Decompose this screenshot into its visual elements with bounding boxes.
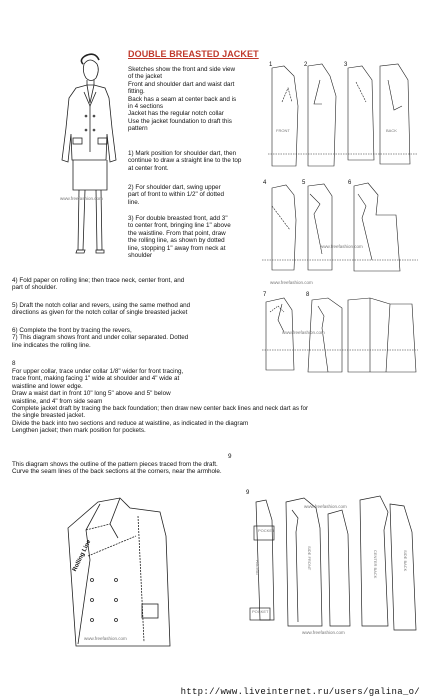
figure-number: 6 bbox=[348, 180, 352, 186]
source-url[interactable]: http://www.liveinternet.ru/users/galina_o/ bbox=[180, 687, 420, 697]
watermark: www.freefashion.com bbox=[60, 196, 103, 201]
jacket-front-pattern-piece bbox=[58, 496, 178, 656]
diagram-steps-1-3 bbox=[268, 62, 418, 178]
step-8-text: For upper collar, trace under collar 1/8" wider for front tracing, trace front, making facing 1" wide at shoulder and 4" wide at waistline and lower edge. Draw a waist dart in front 10" long 5" above and 5" below waistline, and 4" from side seam Complete jacket draft by tracing the back foundation; then draw new center back lines and neck dart as for the single breasted jacket. Divide the back into two sections and reduce at waistline, as indicated in the diagram Lengthen jacket; then mark position for pockets. bbox=[12, 368, 309, 435]
watermark: www.freefashion.com bbox=[304, 504, 347, 509]
watermark: www.freefashion.com bbox=[302, 630, 345, 635]
step-9-text: This diagram shows the outline of the pattern pieces traced from the draft. Curve the seam lines of the back sections at the corners, near the armhole. bbox=[12, 461, 222, 476]
label-front: FRONT bbox=[276, 128, 290, 133]
step-8-number: 8 bbox=[12, 360, 16, 367]
intro-text: Sketches show the front and side view of the jacket Front and shoulder dart and waist dart fitting. Back has a seam at center back and is in 4 sections Jacket has the regular notch collar Use the jacket foundation to draft this pattern bbox=[128, 66, 237, 133]
step-6-7-text: 6) Complete the front by tracing the revers, 7) This diagram shows front and under collar separated. Dotted line indicates the rolling line. bbox=[12, 327, 189, 349]
diagram-steps-4-6 bbox=[262, 180, 418, 290]
figure-number: 3 bbox=[344, 62, 348, 68]
step-3-text: 3) For double breasted front, add 3" to center front, bringing line 1" above the waistline. From that point, draw the rolling line, as shown by dotted line, stopping 1" away from neck at shoulder bbox=[128, 215, 231, 260]
label-pocket: POCKET bbox=[252, 609, 269, 614]
figure-number: 1 bbox=[269, 62, 273, 68]
watermark: www.freefashion.com bbox=[270, 280, 313, 285]
label-rolling-line: Rolling Line bbox=[72, 539, 93, 573]
page-title: DOUBLE BREASTED JACKET bbox=[128, 49, 259, 59]
step-4-text: 4) Fold paper on rolling line; then trace neck, center front, and part of shoulder. bbox=[12, 277, 185, 292]
watermark: www.freefashion.com bbox=[320, 244, 363, 249]
figure-number: 4 bbox=[263, 180, 267, 186]
step-2-text: 2) For shoulder dart, swing upper part of front to within 1/2" of dotted line. bbox=[128, 184, 225, 206]
step-5-text: 5) Draft the notch collar and revers, using the same method and directions as given for the notch collar of single breasted jacket bbox=[12, 302, 191, 317]
figure-number: 5 bbox=[302, 180, 306, 186]
label-side-front: SIDE FRONT bbox=[307, 546, 312, 571]
pattern-pieces-diagram bbox=[244, 490, 420, 644]
watermark: www.freefashion.com bbox=[84, 636, 127, 641]
figure-number: 7 bbox=[263, 292, 267, 298]
figure-number: 8 bbox=[306, 292, 310, 298]
label-back: BACK bbox=[386, 128, 397, 133]
label-side-back: SIDE BACK bbox=[403, 550, 408, 572]
jacket-fashion-sketch bbox=[56, 52, 124, 274]
step-9-number: 9 bbox=[228, 453, 232, 460]
figure-number: 2 bbox=[304, 62, 308, 68]
step-1-text: 1) Mark position for shoulder dart, then continue to draw a straight line to the top at center front. bbox=[128, 150, 242, 172]
figure-number: 9 bbox=[246, 490, 250, 496]
label-pocket: POCKET bbox=[258, 528, 275, 533]
watermark: www.freefashion.com bbox=[282, 330, 325, 335]
label-facing: FACING bbox=[255, 560, 260, 575]
label-center-back: CENTER BACK bbox=[373, 550, 378, 579]
